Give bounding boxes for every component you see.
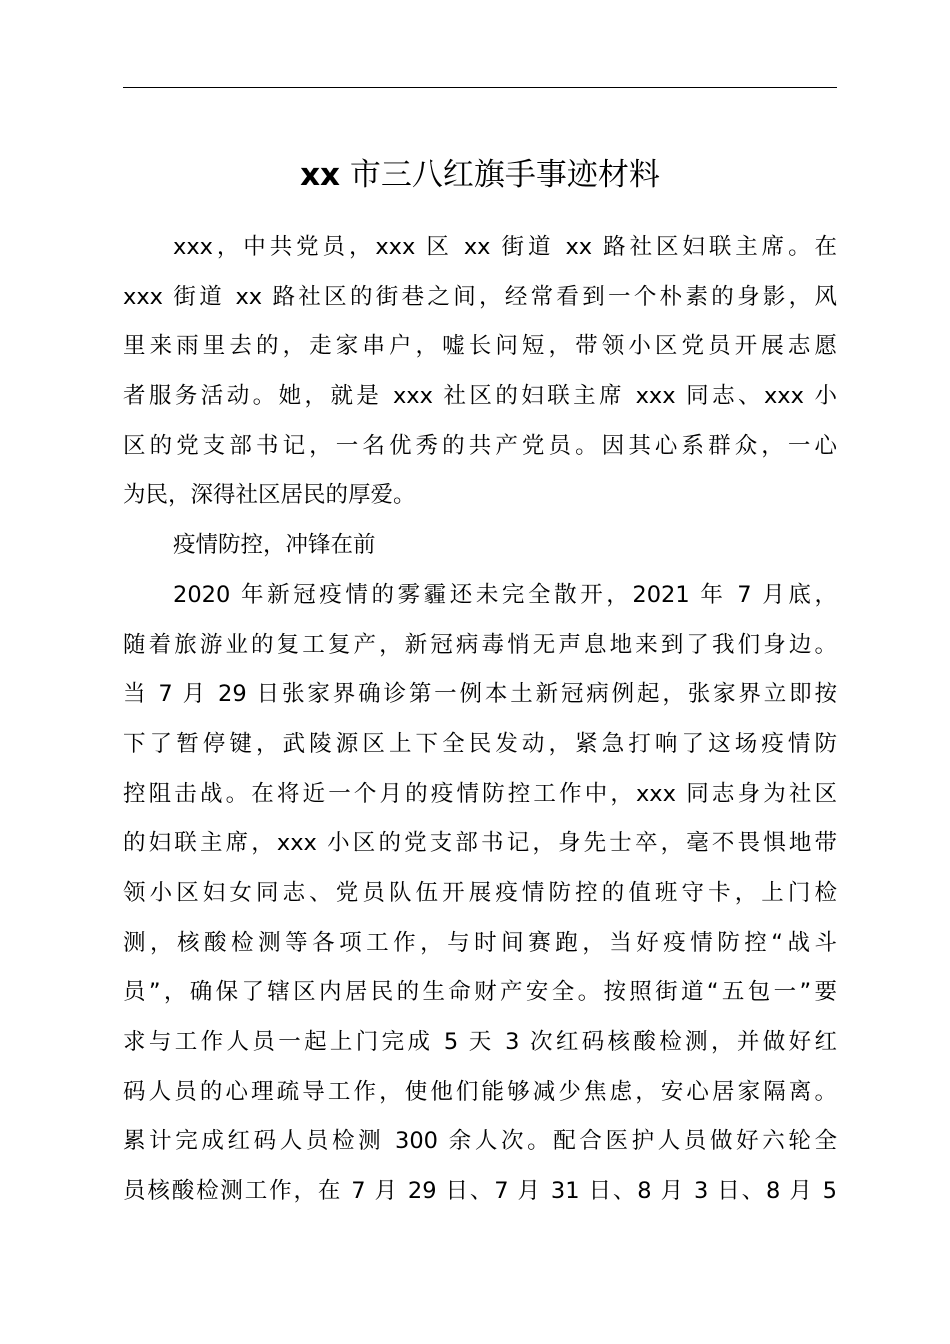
paragraph-line: 员”，确保了辖区内居民的生命财产安全。按照街道“五包一”要 bbox=[123, 979, 837, 1006]
paragraph-line: 码人员的心理疏导工作，使他们能够减少焦虑，安心居家隔离。 bbox=[123, 1078, 837, 1105]
paragraph-line: 求与工作人员一起上门完成 5 天 3 次红码核酸检测，并做好红 bbox=[123, 1029, 837, 1055]
paragraph-line: 领小区妇女同志、党员队伍开展疫情防控的值班守卡，上门检 bbox=[123, 879, 837, 906]
document-title-prefix: xx bbox=[300, 157, 341, 193]
paragraph-line: xxx 街道 xx 路社区的街巷之间，经常看到一个朴素的身影，风 bbox=[123, 283, 837, 310]
paragraph-line: 为民，深得社区居民的厚爱。 bbox=[123, 482, 416, 509]
document-body bbox=[123, 223, 837, 1217]
paragraph-line: 2020 年新冠疫情的雾霾还未完全散开，2021 年 7 月底， bbox=[173, 581, 837, 608]
paragraph-line: xxx，中共党员，xxx 区 xx 街道 xx 路社区妇联主席。在 bbox=[173, 234, 837, 260]
document-title-text: 市三八红旗手事迹材料 bbox=[340, 157, 660, 193]
paragraph-line: 者服务活动。她，就是 xxx 社区的妇联主席 xxx 同志、xxx 小 bbox=[123, 383, 837, 410]
paragraph-line: 随着旅游业的复工复产，新冠病毒悄无声息地来到了我们身边。 bbox=[123, 631, 837, 658]
document-title bbox=[123, 150, 837, 200]
paragraph-line: 里来雨里去的，走家串户，嘘长问短，带领小区党员开展志愿 bbox=[123, 333, 837, 360]
paragraph-line: 的妇联主席，xxx 小区的党支部书记，身先士卒，毫不畏惧地带 bbox=[123, 830, 837, 857]
paragraph-line: 下了暂停键，武陵源区上下全民发动，紧急打响了这场疫情防 bbox=[123, 730, 837, 757]
paragraph-line: 当 7 月 29 日张家界确诊第一例本土新冠病例起，张家界立即按 bbox=[123, 681, 837, 708]
paragraph-line: 控阻击战。在将近一个月的疫情防控工作中，xxx 同志身为社区 bbox=[123, 780, 837, 807]
section-heading: 疫情防控，冲锋在前 bbox=[173, 532, 376, 559]
paragraph-line: 累计完成红码人员检测 300 余人次。配合医护人员做好六轮全 bbox=[123, 1128, 837, 1155]
paragraph-line: 区的党支部书记，一名优秀的共产党员。因其心系群众，一心 bbox=[123, 432, 837, 459]
paragraph-line: 测，核酸检测等各项工作，与时间赛跑，当好疫情防控“战斗 bbox=[123, 929, 837, 956]
header-rule bbox=[123, 87, 837, 88]
paragraph-line: 员核酸检测工作，在 7 月 29 日、7 月 31 日、8 月 3 日、8 月 5 bbox=[123, 1178, 837, 1205]
